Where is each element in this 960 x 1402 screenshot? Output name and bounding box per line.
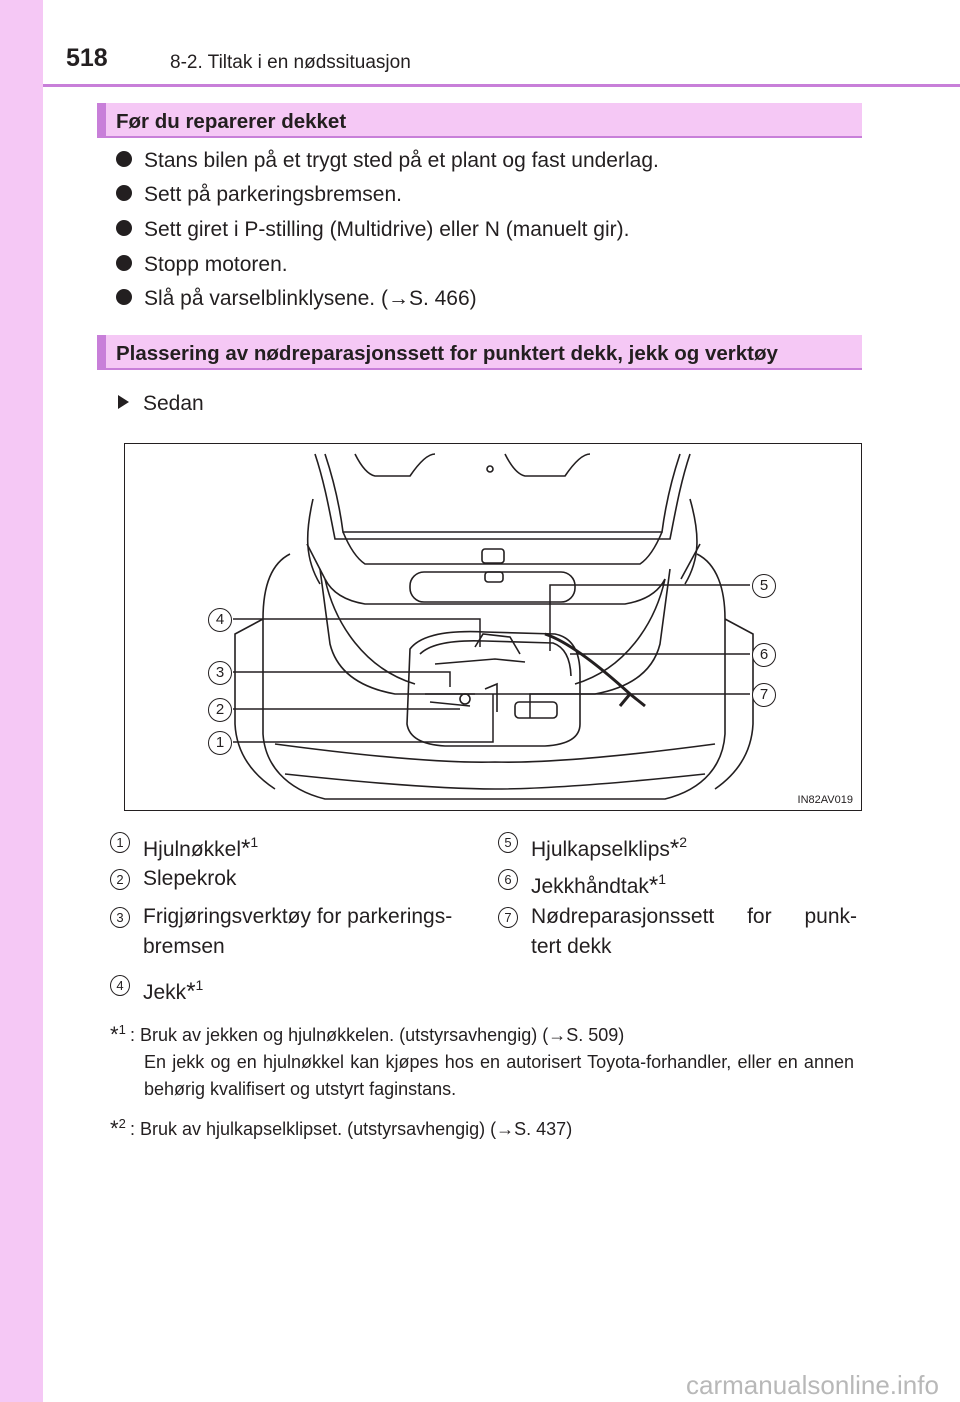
- footnote-marker: [110, 1016, 126, 1048]
- figure-code: IN82AV019: [797, 794, 853, 806]
- legend-label-line2: tert dekk: [531, 935, 612, 958]
- footnote-1: [110, 1022, 860, 1103]
- legend-label-line1: Nødreparasjonssett for punk-: [531, 905, 857, 928]
- footnote-number: 1: [118, 1022, 126, 1037]
- legend-label: Jekkhåndtak: [531, 875, 649, 898]
- legend-item: [143, 902, 483, 962]
- footnote-line1: : Bruk av jekken og hjulnøkkelen. (utstyrsavhengig) (→S. 509): [130, 1025, 625, 1045]
- heading-location-text: Plassering av nødreparasjonssett for punktert dekk, jekk og verktøy: [116, 342, 778, 365]
- list-item: [116, 183, 402, 207]
- heading-location: [97, 335, 862, 370]
- leader-7: [530, 694, 750, 718]
- callout-1: 1: [208, 731, 232, 755]
- footnote-2: [110, 1116, 860, 1143]
- legend-label: Hjulkapselklips: [531, 838, 670, 861]
- page-number: 518: [66, 44, 108, 72]
- callout-3: 3: [208, 661, 232, 685]
- leader-1: [233, 694, 493, 742]
- legend-item: [143, 970, 203, 1008]
- trunk-drawing: [125, 444, 862, 811]
- list-item-text: Stopp motoren.: [144, 253, 288, 276]
- heading-accent-bar: [97, 335, 106, 368]
- callout-6: 6: [752, 643, 776, 667]
- legend-label: Jekk: [143, 981, 187, 1004]
- asterisk: *: [110, 1022, 119, 1047]
- left-margin-strip: [0, 0, 43, 1402]
- list-item-text: Stans bilen på et trygt sted på et plant og fast underlag.: [144, 149, 659, 172]
- list-item: [116, 218, 629, 242]
- legend-item: [531, 864, 666, 902]
- variant-label: [118, 392, 204, 416]
- legend-item: [143, 864, 236, 894]
- heading-before-repair-text: Før du reparerer dekket: [116, 110, 347, 133]
- heading-accent-bar: [97, 103, 106, 136]
- legend-item: [531, 902, 857, 962]
- footnote-marker: [110, 1110, 126, 1142]
- variant-text: Sedan: [143, 392, 204, 415]
- bullet-icon: [116, 185, 132, 201]
- bullet-icon: [116, 220, 132, 236]
- footnote-line2: En jekk og en hjulnøkkel kan kjøpes hos en autorisert Toyota-forhandler, eller en annen behørig kvalifisert og utstyrt faginstans.: [144, 1052, 854, 1099]
- heading-before-repair: [97, 103, 862, 138]
- leader-3: [233, 672, 450, 687]
- bullet-icon: [116, 289, 132, 305]
- legend-item: [531, 827, 687, 865]
- asterisk: *: [669, 835, 680, 862]
- callout-2: 2: [208, 698, 232, 722]
- asterisk: *: [648, 872, 659, 899]
- section-title: 8-2. Tiltak i en nødssituasjon: [170, 52, 411, 73]
- list-item-text: Sett giret i P-stilling (Multidrive) eller N (manuelt gir).: [144, 218, 630, 241]
- footnote-ref: 2: [679, 834, 688, 850]
- asterisk: *: [241, 835, 251, 862]
- list-item-text: Slå på varselblinklysene. (→S. 466): [144, 287, 477, 310]
- trunk-illustration: [124, 443, 862, 811]
- list-item: [116, 149, 659, 173]
- legend-number: 2: [110, 869, 130, 890]
- legend-number: 3: [110, 907, 130, 928]
- legend-number: 5: [498, 832, 518, 853]
- legend-label-line1: Frigjøringsverktøy for parkerings-: [143, 905, 453, 928]
- legend-number: 7: [498, 907, 518, 928]
- asterisk: *: [110, 1116, 119, 1141]
- legend-label: Hjulnøkkel: [143, 838, 242, 861]
- footnote-ref: 1: [658, 871, 667, 887]
- list-item: [116, 287, 477, 311]
- footnote-ref: 1: [250, 834, 259, 850]
- legend-label: Slepekrok: [143, 867, 237, 890]
- watermark: carmanualsonline.info: [686, 1370, 939, 1400]
- callout-5: 5: [752, 574, 776, 598]
- footnote-ref: 1: [195, 977, 204, 993]
- list-item-text: Sett på parkeringsbremsen.: [144, 183, 402, 206]
- callout-4: 4: [208, 608, 232, 632]
- footnote-number: 2: [118, 1116, 126, 1131]
- legend-item: [143, 827, 258, 865]
- list-item: [116, 253, 288, 277]
- legend-number: 6: [498, 869, 518, 890]
- header-rule: [43, 84, 960, 87]
- bullet-icon: [116, 255, 132, 271]
- legend-label-line2: bremsen: [143, 935, 225, 958]
- bullet-icon: [116, 151, 132, 167]
- triangle-bullet-icon: [118, 395, 129, 409]
- legend-number: 1: [110, 832, 130, 853]
- asterisk: *: [186, 978, 196, 1005]
- legend-number: 4: [110, 975, 130, 996]
- footnote-line1: : Bruk av hjulkapselklipset. (utstyrsavhengig) (→S. 437): [130, 1119, 573, 1139]
- callout-7: 7: [752, 683, 776, 707]
